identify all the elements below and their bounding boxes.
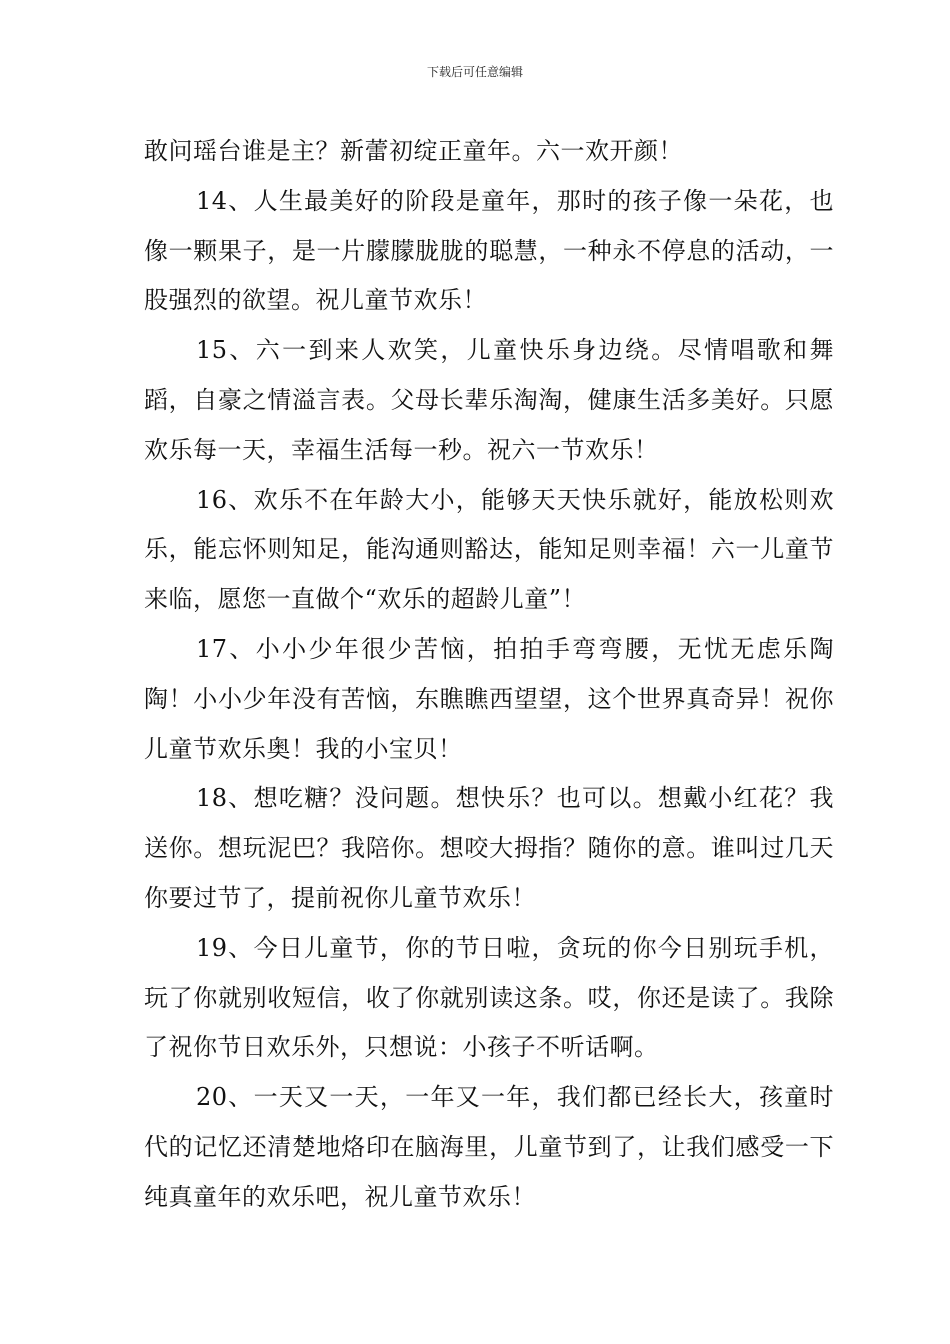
paragraph-continuation: 敢问瑶台谁是主？新蕾初绽正童年。六一欢开颜！	[144, 137, 683, 165]
paragraph-14: 14、人生最美好的阶段是童年，那时的孩子像一朵花，也像一颗果子，是一片朦朦胧胧的聪慧，一种永不停息的活动，一股强烈的欲望。祝儿童节欢乐！	[144, 186, 834, 315]
paragraph-17: 17、小小少年很少苦恼，拍拍手弯弯腰，无忧无虑乐陶陶！小小少年没有苦恼，东瞧瞧西望望，这个世界真奇异！祝你儿童节欢乐奥！我的小宝贝！	[144, 634, 834, 763]
paragraph-18: 18、想吃糖？没问题。想快乐？也可以。想戴小红花？我送你。想玩泥巴？我陪你。想咬大拇指？随你的意。谁叫过几天你要过节了，提前祝你儿童节欢乐！	[144, 784, 834, 912]
paragraph-19: 19、今日儿童节，你的节日啦，贪玩的你今日别玩手机，玩了你就别收短信，收了你就别读这条。哎，你还是读了。我除了祝你节日欢乐外，只想说：小孩子不听话啊。	[144, 933, 834, 1062]
page-header: 下载后可任意编辑	[426, 65, 523, 79]
paragraph-15: 15、六一到来人欢笑，儿童快乐身边绕。尽情唱歌和舞蹈，自豪之情溢言表。父母长辈乐淘淘，健康生活多美好。只愿欢乐每一天，幸福生活每一秒。祝六一节欢乐！	[144, 336, 834, 464]
document-body	[144, 127, 834, 1223]
paragraph-16: 16、欢乐不在年龄大小，能够天天快乐就好，能放松则欢乐，能忘怀则知足，能沟通则豁达，能知足则幸福！六一儿童节来临，愿您一直做个“欢乐的超龄儿童”！	[144, 485, 834, 614]
paragraph-20: 20、一天又一天，一年又一年，我们都已经长大，孩童时代的记忆还清楚地烙印在脑海里，儿童节到了，让我们感受一下纯真童年的欢乐吧，祝儿童节欢乐！	[144, 1083, 834, 1211]
